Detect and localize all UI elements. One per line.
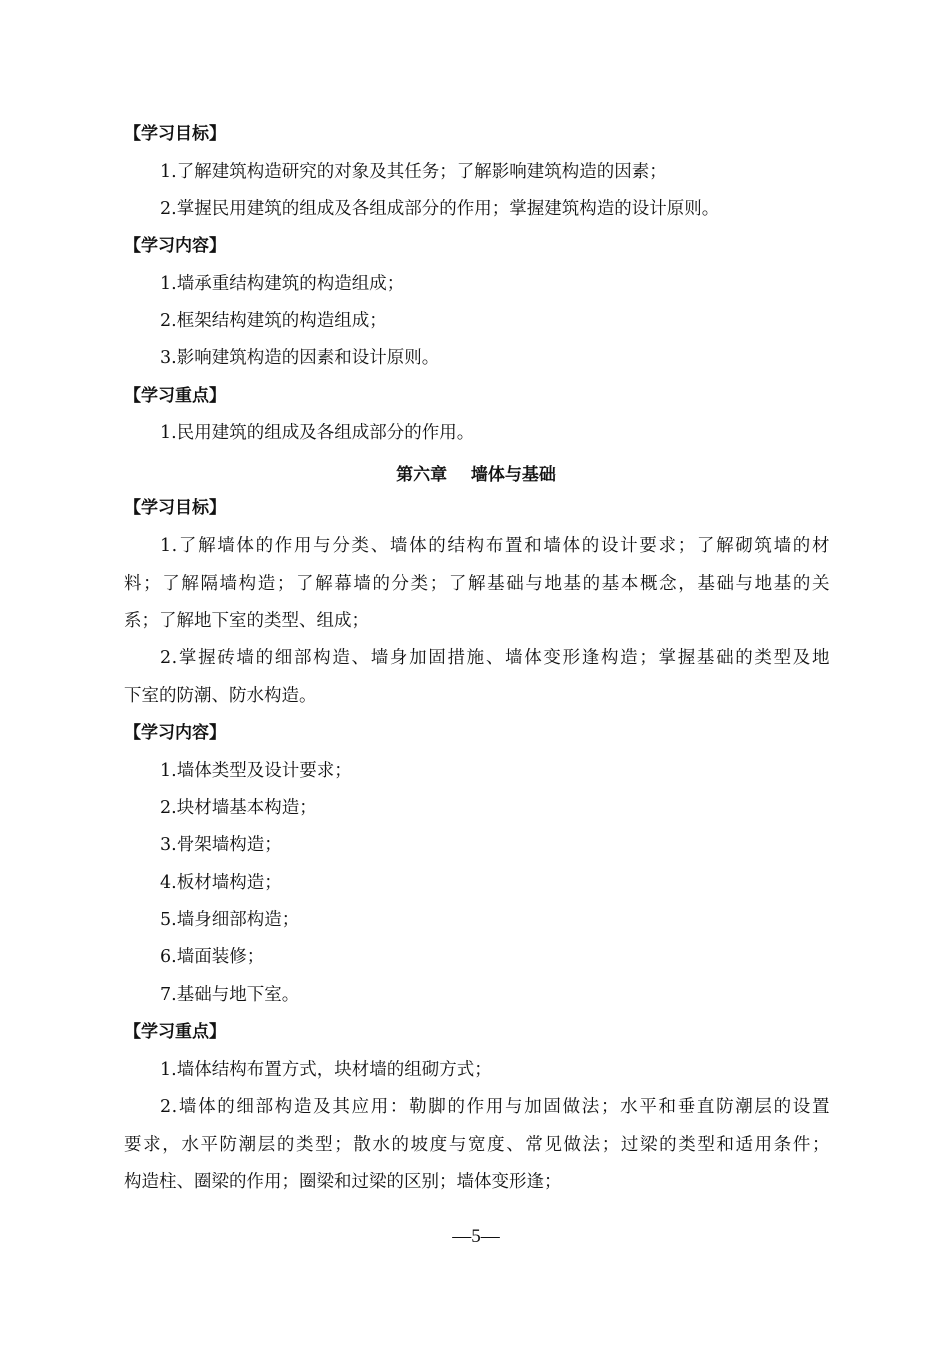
paragraph-line: 2.掌握砖墙的细部构造、墙身加固措施、墙体变形逢构造；掌握基础的类型及地: [160, 648, 830, 668]
section-heading-content: 【学习内容】: [124, 236, 226, 256]
paragraph-line: 下室的防潮、防水构造。: [124, 686, 317, 706]
paragraph-line: 1.墙体类型及设计要求；: [160, 761, 352, 781]
paragraph-line: 2.掌握民用建筑的组成及各组成部分的作用；掌握建筑构造的设计原则。: [160, 199, 720, 219]
paragraph-line: 4.板材墙构造；: [160, 873, 282, 893]
paragraph-line: 料；了解隔墙构造；了解幕墙的分类；了解基础与地基的基本概念，基础与地基的关: [124, 574, 830, 594]
paragraph-line: 3.骨架墙构造；: [160, 835, 282, 855]
paragraph-line: 1.了解建筑构造研究的对象及其任务；了解影响建筑构造的因素；: [160, 162, 667, 182]
paragraph-line: 系；了解地下室的类型、组成；: [124, 611, 369, 631]
paragraph-line: 要求，水平防潮层的类型；散水的坡度与宽度、常见做法；过梁的类型和适用条件；: [124, 1135, 830, 1155]
paragraph-line: 2.墙体的细部构造及其应用：勒脚的作用与加固做法；水平和垂直防潮层的设置: [160, 1097, 830, 1117]
paragraph-line: 1.民用建筑的组成及各组成部分的作用。: [160, 423, 475, 443]
chapter-title: 第六章 墙体与基础: [396, 465, 556, 485]
section-heading-focus: 【学习重点】: [124, 386, 226, 406]
paragraph-line: 1.墙体结构布置方式，块材墙的组砌方式；: [160, 1060, 492, 1080]
section-heading-objectives: 【学习目标】: [124, 498, 226, 518]
paragraph-line: 6.墙面装修；: [160, 947, 265, 967]
section-heading-objectives: 【学习目标】: [124, 124, 226, 144]
paragraph-line: 5.墙身细部构造；: [160, 910, 300, 930]
page-number: —5—: [452, 1226, 500, 1247]
paragraph-line: 2.块材墙基本构造；: [160, 798, 317, 818]
section-heading-focus: 【学习重点】: [124, 1022, 226, 1042]
paragraph-line: 1.了解墙体的作用与分类、墙体的结构布置和墙体的设计要求；了解砌筑墙的材: [160, 536, 830, 556]
section-heading-content: 【学习内容】: [124, 723, 226, 743]
paragraph-line: 3.影响建筑构造的因素和设计原则。: [160, 348, 440, 368]
paragraph-line: 2.框架结构建筑的构造组成；: [160, 311, 387, 331]
paragraph-line: 1.墙承重结构建筑的构造组成；: [160, 274, 405, 294]
paragraph-line: 7.基础与地下室。: [160, 985, 300, 1005]
paragraph-line: 构造柱、圈梁的作用；圈梁和过梁的区别；墙体变形逢；: [124, 1172, 562, 1192]
